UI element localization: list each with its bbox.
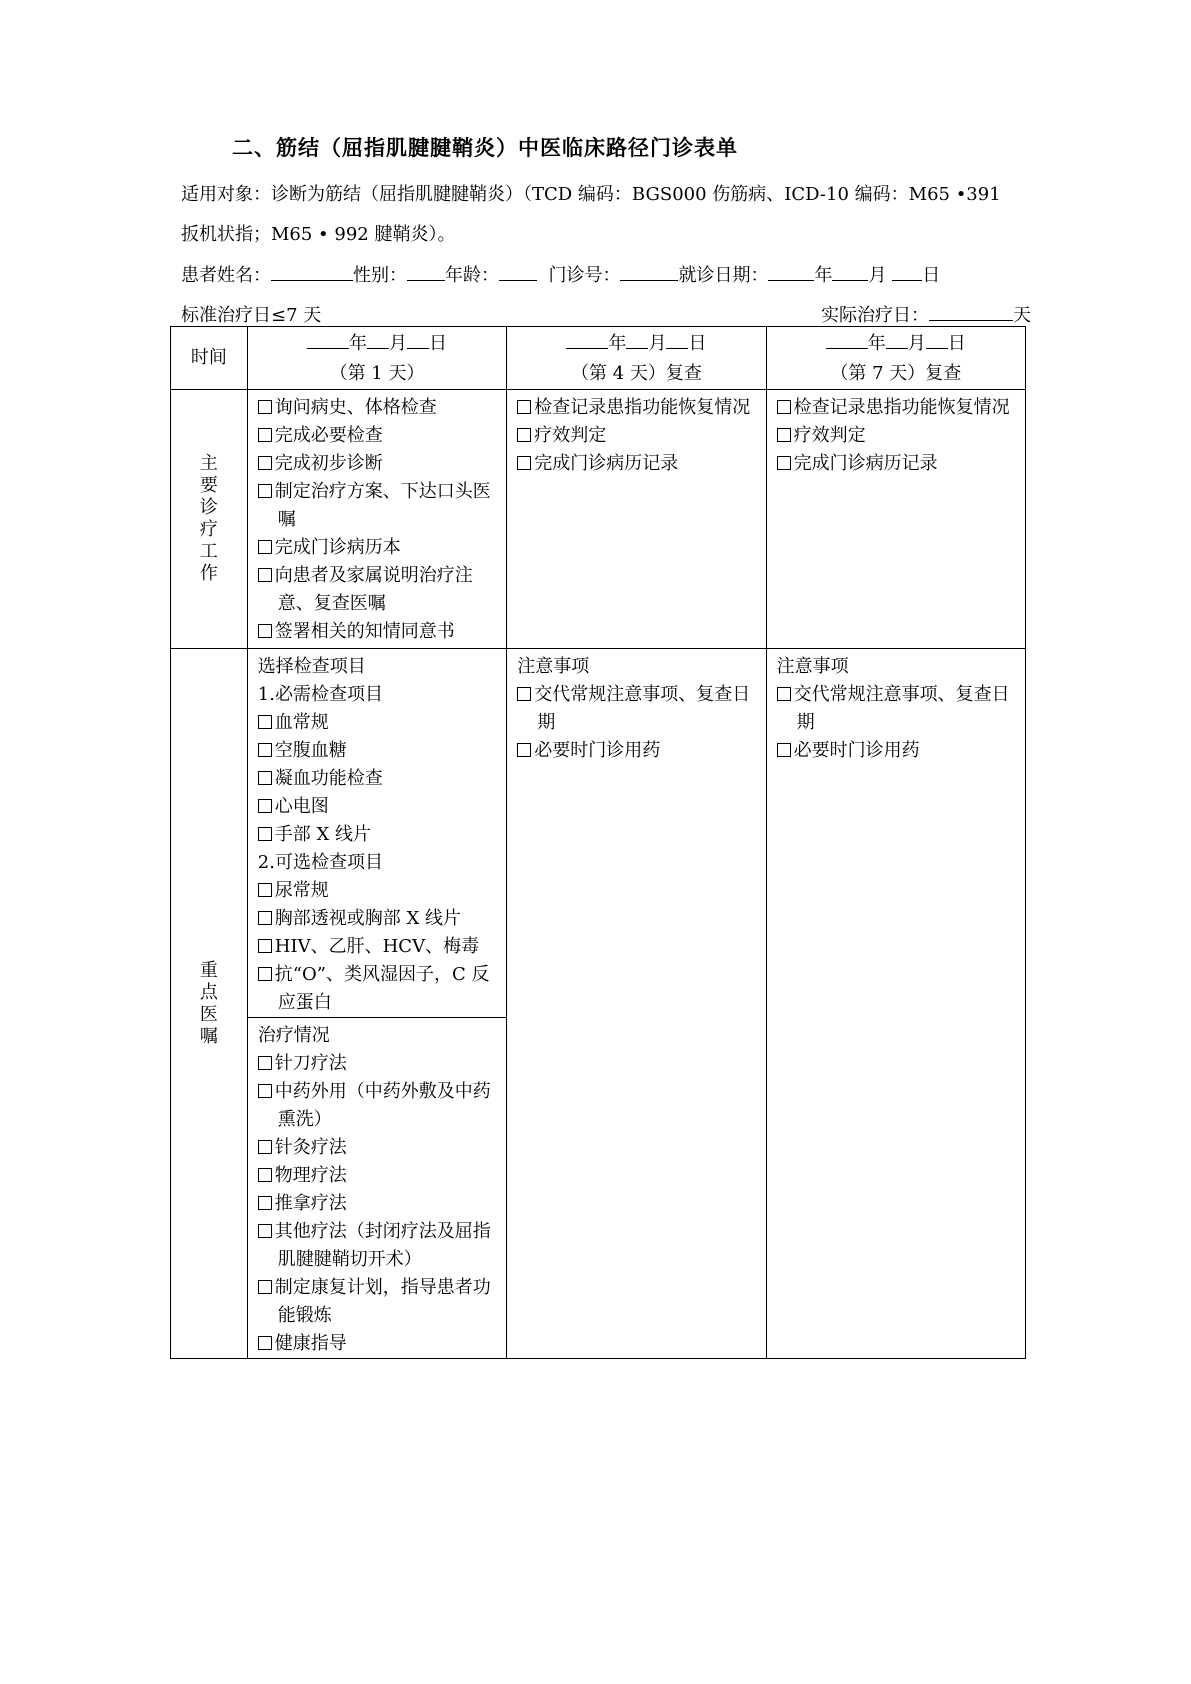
item-label: 完成门诊病历记录: [793, 453, 938, 474]
checklist-item[interactable]: [517, 394, 761, 422]
item-label: 胸部透视或胸部 X 线片: [274, 908, 462, 929]
item-label: 签署相关的知情同意书: [274, 621, 455, 642]
month-label: 月: [648, 333, 667, 354]
item-label: 检查记录患指功能恢复情况: [793, 397, 1010, 418]
checkbox-icon[interactable]: [517, 456, 531, 470]
key-orders-label: 重点医嘱: [199, 959, 218, 1047]
checklist-item[interactable]: [777, 422, 1021, 450]
item-label: 凝血功能检查: [274, 768, 383, 789]
day4-year-field[interactable]: [566, 332, 608, 349]
checkbox-icon[interactable]: [258, 540, 272, 554]
day7-header: [766, 327, 1025, 390]
year-label: 年: [867, 333, 886, 354]
checkbox-icon[interactable]: [258, 1140, 272, 1154]
patient-info-line: [181, 261, 940, 287]
checklist-item[interactable]: [258, 478, 502, 534]
checklist-item[interactable]: [258, 933, 502, 961]
item-label: 必要时门诊用药: [534, 740, 661, 761]
checkbox-icon[interactable]: [777, 400, 791, 414]
checkbox-icon[interactable]: [777, 687, 791, 701]
required-heading: 1.必需检查项目: [257, 684, 383, 705]
item-label: 完成门诊病历记录: [534, 453, 679, 474]
standard-days: 标准治疗日≤7 天: [181, 305, 322, 326]
item-label: 心电图: [274, 796, 329, 817]
name-field[interactable]: [271, 264, 353, 281]
clinic-no-field[interactable]: [620, 264, 678, 281]
visit-year-label: 年: [814, 265, 833, 286]
gender-label: 性别：: [353, 265, 407, 286]
checklist-item[interactable]: [517, 737, 761, 765]
checkbox-icon[interactable]: [258, 484, 272, 498]
checkbox-icon[interactable]: [258, 939, 272, 953]
checklist-item[interactable]: [258, 1190, 502, 1218]
item-label: 向患者及家属说明治疗注意、复查医嘱: [274, 565, 473, 614]
day4-label: （第 4 天）复查: [570, 363, 702, 384]
treatment-section: [248, 1017, 506, 1358]
checkbox-icon[interactable]: [258, 1168, 272, 1182]
scope-line-1: 适用对象：诊断为筋结（屈指肌腱腱鞘炎）（TCD 编码：BGS000 伤筋病、ICD-10 编码：M65 •391: [181, 184, 1001, 205]
checklist-item[interactable]: [258, 1134, 502, 1162]
checklist-item[interactable]: [258, 1078, 502, 1134]
checklist-item[interactable]: [258, 877, 502, 905]
item-label: 推拿疗法: [274, 1193, 347, 1214]
checkbox-icon[interactable]: [258, 568, 272, 582]
checklist-item[interactable]: [258, 765, 502, 793]
optional-heading: 2.可选检查项目: [257, 852, 383, 873]
checklist-item[interactable]: [258, 422, 502, 450]
item-label: 交代常规注意事项、复查日期: [793, 684, 1010, 733]
item-label: 针刀疗法: [274, 1053, 347, 1074]
day4-header: [507, 327, 766, 390]
checkbox-icon[interactable]: [777, 456, 791, 470]
checklist-item[interactable]: [258, 450, 502, 478]
checklist-item[interactable]: [258, 793, 502, 821]
item-label: 中药外用（中药外敷及中药熏洗）: [274, 1081, 491, 1130]
item-label: 疗效判定: [793, 425, 866, 446]
item-label: 询问病史、体格检查: [274, 397, 437, 418]
item-label: 必要时门诊用药: [793, 740, 920, 761]
visit-month-label: 月: [868, 265, 887, 286]
checkbox-icon[interactable]: [258, 827, 272, 841]
main-work-row: [171, 390, 1026, 649]
visit-year-field[interactable]: [768, 264, 814, 281]
day1-month-field[interactable]: [367, 332, 389, 349]
checkbox-icon[interactable]: [258, 799, 272, 813]
day7-day-field[interactable]: [926, 332, 948, 349]
exam-heading: 选择检查项目: [257, 656, 366, 677]
header-row: [171, 327, 1026, 390]
day7-year-field[interactable]: [826, 332, 868, 349]
checklist-item[interactable]: [258, 394, 502, 422]
checkbox-icon[interactable]: [258, 743, 272, 757]
checkbox-icon[interactable]: [517, 400, 531, 414]
day7-month-field[interactable]: [886, 332, 908, 349]
checklist-item[interactable]: [258, 1274, 502, 1330]
month-label: 月: [389, 333, 408, 354]
day1-label: （第 1 天）: [329, 363, 425, 384]
item-label: 尿常规: [274, 880, 329, 901]
checklist-item[interactable]: [258, 821, 502, 849]
day1-year-field[interactable]: [307, 332, 349, 349]
scope-line-2: 扳机状指；M65 • 992 腱鞘炎）。: [181, 224, 456, 245]
checkbox-icon[interactable]: [258, 400, 272, 414]
checkbox-icon[interactable]: [517, 428, 531, 442]
day-label: 日: [947, 333, 966, 354]
item-label: 完成初步诊断: [274, 453, 383, 474]
main-work-label: 主要诊疗工作: [199, 453, 218, 584]
checkbox-icon[interactable]: [258, 1336, 272, 1350]
checklist-item[interactable]: [517, 681, 761, 737]
gender-field[interactable]: [407, 264, 445, 281]
notes-heading: 注意事项: [776, 656, 849, 677]
item-label: 其他疗法（封闭疗法及屈指肌腱腱鞘切开术）: [274, 1221, 491, 1270]
item-label: 手部 X 线片: [274, 824, 372, 845]
checkbox-icon[interactable]: [258, 771, 272, 785]
item-label: 疗效判定: [534, 425, 607, 446]
checkbox-icon[interactable]: [258, 715, 272, 729]
checklist-item[interactable]: [258, 737, 502, 765]
actual-days-label: 实际治疗日：: [821, 305, 929, 326]
day-label: 日: [688, 333, 707, 354]
visit-date-label: 就诊日期：: [678, 265, 769, 286]
checkbox-icon[interactable]: [258, 456, 272, 470]
visit-day-label: 日: [922, 265, 941, 286]
day1-header: [247, 327, 506, 390]
day7-label: （第 7 天）复查: [830, 363, 962, 384]
checklist-item[interactable]: [517, 450, 761, 478]
item-label: 血常规: [274, 712, 329, 733]
checklist-item[interactable]: [258, 618, 502, 646]
age-label: 年龄：: [445, 265, 499, 286]
item-label: 针灸疗法: [274, 1137, 347, 1158]
main-work-day1: [247, 390, 506, 649]
item-label: 检查记录患指功能恢复情况: [534, 397, 751, 418]
checklist-item[interactable]: [258, 961, 502, 1017]
item-label: 制定康复计划，指导患者功能锻炼: [274, 1277, 491, 1326]
day1-date: [248, 329, 506, 359]
day4-month-field[interactable]: [626, 332, 648, 349]
checkbox-icon[interactable]: [777, 428, 791, 442]
checkbox-icon[interactable]: [258, 624, 272, 638]
year-label: 年: [349, 333, 368, 354]
checklist-item[interactable]: [258, 534, 502, 562]
item-label: HIV、乙肝、HCV、梅毒: [274, 936, 480, 957]
item-label: 制定治疗方案、下达口头医嘱: [274, 481, 491, 530]
checklist-item[interactable]: [777, 737, 1021, 765]
checkbox-icon[interactable]: [258, 883, 272, 897]
day7-date: [767, 329, 1025, 359]
clinic-no-label: 门诊号：: [548, 265, 621, 286]
notes-heading: 注意事项: [517, 656, 590, 677]
checklist-item[interactable]: [258, 1330, 502, 1358]
checklist-item[interactable]: [258, 905, 502, 933]
name-label: 患者姓名：: [181, 265, 271, 286]
item-label: 空腹血糖: [274, 740, 347, 761]
checklist-item[interactable]: [258, 1218, 502, 1274]
month-label: 月: [907, 333, 926, 354]
item-label: 完成门诊病历本: [274, 537, 401, 558]
checklist-item[interactable]: [777, 450, 1021, 478]
day1-day-field[interactable]: [407, 332, 429, 349]
treatment-heading: 治疗情况: [257, 1025, 330, 1046]
checkbox-icon[interactable]: [258, 1224, 272, 1238]
age-field[interactable]: [499, 264, 537, 281]
year-label: 年: [608, 333, 627, 354]
checkbox-icon[interactable]: [777, 743, 791, 757]
checkbox-icon[interactable]: [258, 428, 272, 442]
checklist-item[interactable]: [517, 422, 761, 450]
checklist-item[interactable]: [777, 394, 1021, 422]
checkbox-icon[interactable]: [258, 1280, 272, 1294]
actual-days-field[interactable]: [929, 304, 1013, 321]
item-label: 完成必要检查: [274, 425, 383, 446]
checklist-item[interactable]: [258, 1050, 502, 1078]
checklist-item[interactable]: [258, 709, 502, 737]
item-label: 健康指导: [274, 1333, 347, 1354]
page-title: 二、筋结（屈指肌腱腱鞘炎）中医临床路径门诊表单: [232, 136, 738, 160]
actual-days-line: [821, 301, 1031, 327]
visit-month-field[interactable]: [832, 264, 868, 281]
checkbox-icon[interactable]: [517, 743, 531, 757]
day-label: 日: [429, 333, 448, 354]
checkbox-icon[interactable]: [258, 1056, 272, 1070]
item-label: 抗“O”、类风湿因子，C 反应蛋白: [274, 964, 490, 1013]
time-header: 时间: [171, 327, 248, 390]
main-work-day7: [766, 390, 1025, 649]
key-orders-label-cell: [171, 649, 248, 1359]
main-work-label-cell: [171, 390, 248, 649]
visit-day-field[interactable]: [892, 264, 922, 281]
main-work-day4: [507, 390, 766, 649]
checkbox-icon[interactable]: [258, 911, 272, 925]
checklist-item[interactable]: [258, 1162, 502, 1190]
checkbox-icon[interactable]: [258, 1196, 272, 1210]
actual-days-unit: 天: [1013, 305, 1031, 326]
checkbox-icon[interactable]: [517, 687, 531, 701]
clinical-pathway-table: [170, 326, 1026, 1359]
key-orders-row: [171, 649, 1026, 1359]
checklist-item[interactable]: [777, 681, 1021, 737]
checkbox-icon[interactable]: [258, 967, 272, 981]
checkbox-icon[interactable]: [258, 1084, 272, 1098]
key-orders-day1: [247, 649, 506, 1359]
key-orders-day7: [766, 649, 1025, 1359]
item-label: 物理疗法: [274, 1165, 347, 1186]
day4-day-field[interactable]: [666, 332, 688, 349]
item-label: 交代常规注意事项、复查日期: [534, 684, 751, 733]
day4-date: [507, 329, 765, 359]
key-orders-day4: [507, 649, 766, 1359]
checklist-item[interactable]: [258, 562, 502, 618]
